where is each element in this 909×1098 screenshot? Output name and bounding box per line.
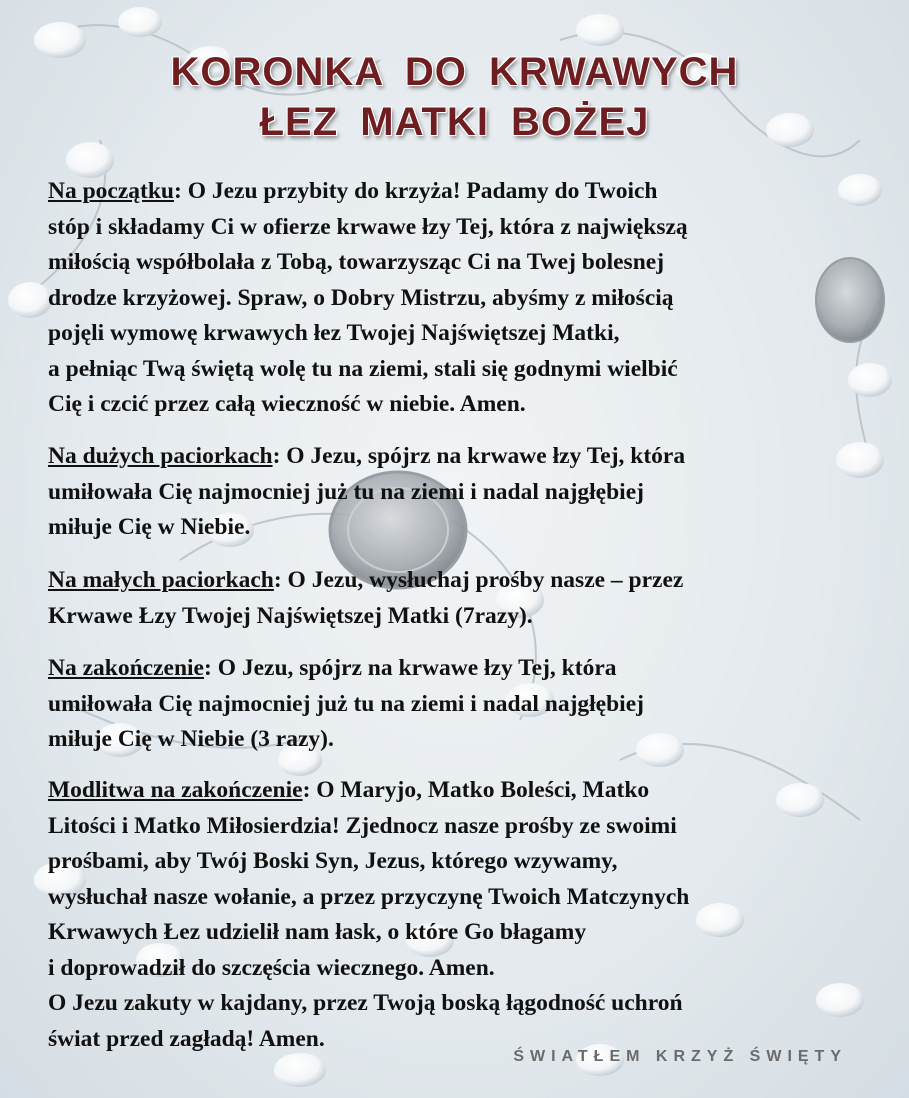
section-line — [48, 439, 868, 475]
section-na-zakonczenie — [48, 651, 868, 758]
section-text: : O Maryjo, Matko Boleści, Matko — [302, 777, 650, 803]
section-text: : O Jezu, spójrz na krwawe łzy Tej, która — [272, 443, 686, 469]
section-line: Krwawych Łez udzielił nam łask, o które Go błagamy — [48, 919, 587, 945]
section-line: świat przed zagładą! Amen. — [48, 1025, 325, 1052]
section-line: Litości i Matko Miłosierdzia! Zjednocz nasze prośby ze swoimi — [48, 812, 677, 839]
section-line: stóp i składamy Ci w ofierze krwawe łzy Tej, która z największą — [48, 213, 688, 240]
section-line: umiłowała Cię najmocniej już tu na ziemi i nadal najgłębiej — [48, 478, 644, 505]
section-line: i doprowadził do szczęścia wiecznego. Amen. — [48, 954, 495, 981]
title-line-1: KORONKA DO KRWAWYCH — [170, 50, 739, 94]
title-line-2: ŁEZ MATKI BOŻEJ — [259, 100, 650, 144]
section-na-poczatku — [48, 174, 868, 423]
section-line: pojęli wymowę krwawych łez Twojej Najświętszej Matki, — [48, 320, 620, 346]
section-na-duzych-paciorkach — [48, 439, 868, 546]
section-line: miłuje Cię w Niebie (3 razy). — [48, 726, 334, 752]
section-line — [48, 651, 868, 687]
section-heading: Na początku — [48, 178, 174, 204]
section-heading: Na dużych paciorkach — [48, 443, 273, 469]
section-line: prośbami, aby Twój Boski Syn, Jezus, którego wzywamy, — [48, 848, 618, 874]
section-text: : O Jezu, spójrz na krwawe łzy Tej, która — [204, 655, 617, 681]
section-line: a pełniąc Twą świętą wolę tu na ziemi, stali się godnymi wielbić — [48, 355, 678, 382]
section-na-malych-paciorkach — [48, 563, 868, 634]
section-line: miłuje Cię w Niebie. — [48, 514, 251, 540]
section-text: : O Jezu przybity do krzyża! Padamy do Twoich — [174, 178, 658, 204]
section-line: wysłuchał nasze wołanie, a przez przyczynę Twoich Matczynych — [48, 883, 690, 910]
section-heading: Na zakończenie — [48, 655, 204, 681]
section-text: : O Jezu, wysłuchaj prośby nasze – przez — [273, 567, 684, 593]
section-line: Cię i czcić przez całą wieczność w niebie. Amen. — [48, 391, 526, 417]
section-line: O Jezu zakuty w kajdany, przez Twoją boską łągodność uchroń — [48, 990, 683, 1016]
section-line: drodze krzyżowej. Spraw, o Dobry Mistrzu, abyśmy z miłością — [48, 284, 674, 311]
section-heading: Modlitwa na zakończenie — [48, 777, 303, 803]
footer-signature: ŚWIATŁEM KRZYŻ ŚWIĘTY — [513, 1048, 847, 1065]
section-line: miłością współbolała z Tobą, towarzysząc Ci na Twej bolesnej — [48, 249, 665, 275]
section-modlitwa-na-zakonczenie — [48, 773, 868, 1057]
section-line — [48, 174, 868, 210]
section-line: Krwawe Łzy Twojej Najświętszej Matki (7razy). — [48, 602, 533, 629]
section-line — [48, 563, 868, 599]
section-heading: Na małych paciorkach — [48, 567, 274, 593]
section-line — [48, 773, 868, 809]
section-line: umiłowała Cię najmocniej już tu na ziemi i nadal najgłębiej — [48, 690, 644, 717]
